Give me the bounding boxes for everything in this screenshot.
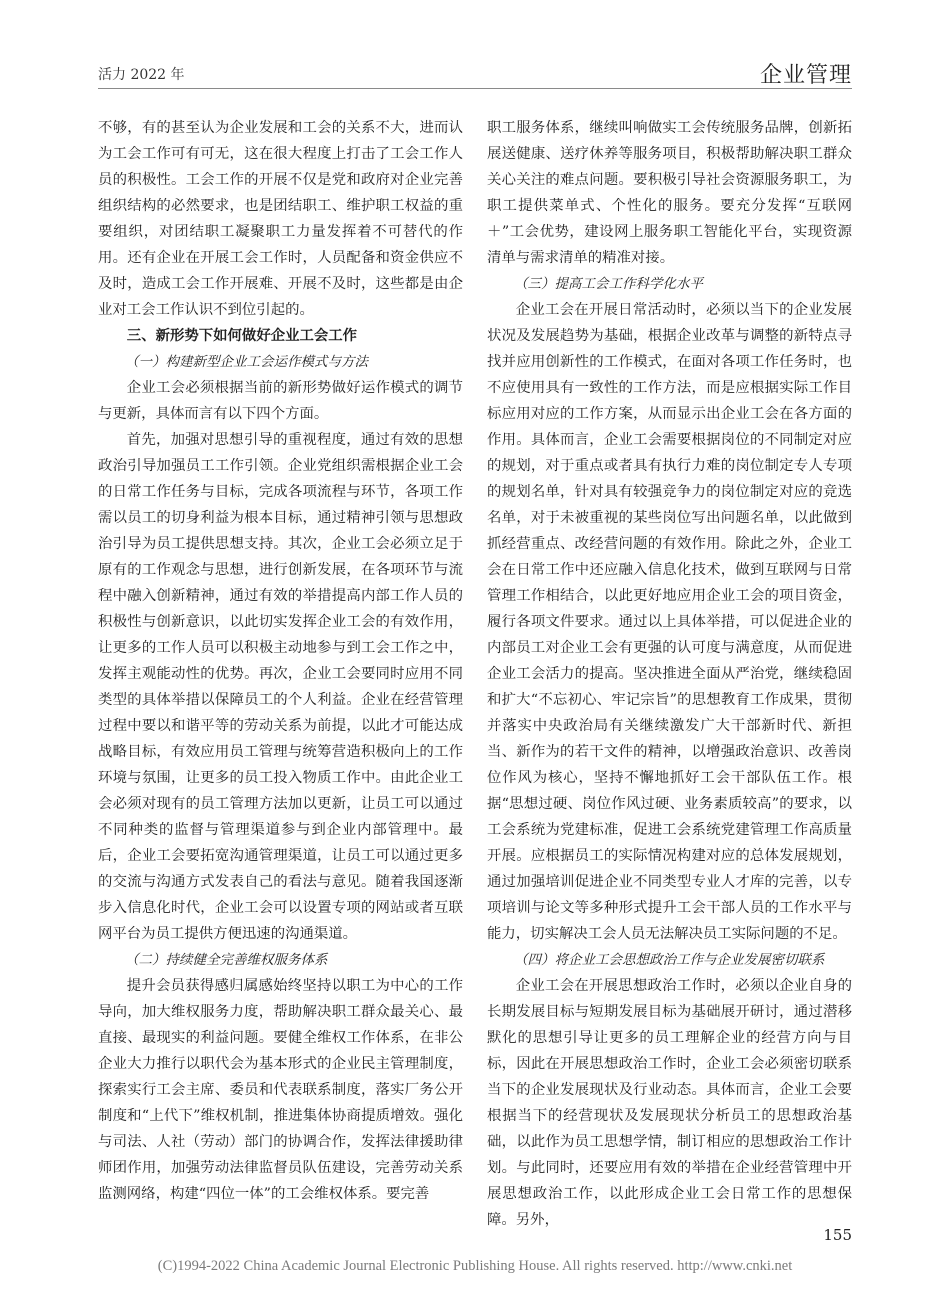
header-rule (98, 88, 852, 89)
subsection-heading: （四）将企业工会思想政治工作与企业发展密切联系 (514, 952, 825, 968)
paragraph: 企业工会在开展思想政治工作时，必须以企业自身的长期发展目标与短期发展目标为基础展开研讨，通过潜移默化的思想引导让更多的员工理解企业的经营方向与目标，因此在开展思想政治工作时，企业工会必须密切联系当下的企业发展现状及行业动态。具体而言，企业工会要根据当下的经营现状及发展现状分析员工的思想政治基础，以此作为员工思想学情，制订相应的思想政治工作计划。与此同时，还要应用有效的举措在企业经营管理中开展思想政治工作，以此形成企业工会日常工作的思想保障。另外， (487, 978, 852, 1228)
paragraph: 企业工会必须根据当前的新形势做好运作模式的调节与更新，具体而言有以下四个方面。 (98, 380, 463, 422)
right-column (487, 115, 852, 1233)
copyright-footer: (C)1994-2022 China Academic Journal Electronic Publishing House. All rights reserved. http://www.cnki.net (157, 1258, 793, 1274)
page-number: 155 (823, 1226, 852, 1244)
subsection-heading: （二）持续健全完善维权服务体系 (125, 952, 328, 968)
paragraph: 首先，加强对思想引导的重视程度，通过有效的思想政治引导加强员工工作引领。企业党组织需根据企业工会的日常工作任务与目标，完成各项流程与环节，各项工作需以员工的切身利益为根本目标，通过精神引领与思想政治引导为员工提供思想支持。其次，企业工会必须立足于原有的工作观念与思想，进行创新发展，在各项环节与流程中融入创新精神，通过有效的举措提高内部工作人员的积极性与创新意识，以此切实发挥企业工会的有效作用，让更多的工作人员可以积极主动地参与到工会工作之中，发挥主观能动性的优势。再次，企业工会要同时应用不同类型的具体举措以保障员工的个人利益。企业在经营管理过程中要以和谐平等的劳动关系为前提，以此才可能达成战略目标，有效应用员工管理与统筹营造积极向上的工作环境与氛围，让更多的员工投入物质工作中。由此企业工会必须对现有的员工管理方法加以更新，让员工可以通过不同种类的监督与管理渠道参与到企业内部管理中。最后，企业工会要拓宽沟通管理渠道，让员工可以通过更多的交流与沟通方式发表自己的看法与意见。随着我国逐渐步入信息化时代，企业工会可以设置专项的网站或者互联网平台为员工提供方便迅速的沟通渠道。 (98, 432, 463, 942)
section-heading: 三、新形势下如何做好企业工会工作 (126, 328, 358, 344)
paragraph: 不够，有的甚至认为企业发展和工会的关系不大，进而认为工会工作可有可无，这在很大程度上打击了工会工作人员的积极性。工会工作的开展不仅是党和政府对企业完善组织结构的必然要求，也是团结职工、维护职工权益的重要组织，对团结职工凝聚职工力量发挥着不可替代的作用。还有企业在开展工会工作时，人员配备和资金供应不及时，造成工会工作开展难、开展不及时，这些都是由企业对工会工作认识不到位引起的。 (98, 120, 463, 318)
paragraph: 职工服务体系，继续叫响做实工会传统服务品牌，创新拓展送健康、送疗休养等服务项目，积极帮助解决职工群众关心关注的难点问题。要积极引导社会资源服务职工，为职工提供菜单式、个性化的服务。要充分发挥“互联网＋”工会优势，建设网上服务职工智能化平台，实现资源清单与需求清单的精准对接。 (487, 120, 852, 266)
subsection-heading: （三）提高工会工作科学化水平 (514, 276, 703, 292)
paragraph: 企业工会在开展日常活动时，必须以当下的企业发展状况及发展趋势为基础，根据企业改革与调整的新特点寻找并应用创新性的工作模式，在面对各项工作任务时，也不应使用具有一致性的工作方法，而是应根据实际工作目标应用对应的工作方案，从而显示出企业工会在各方面的作用。具体而言，企业工会需要根据岗位的不同制定对应的规划，对于重点或者具有执行力难的岗位制定专人专项的规划名单，针对具有较强竞争力的岗位制定对应的竞选名单，对于未被重视的某些岗位写出问题名单，以此做到抓经营重点、改经营问题的有效作用。除此之外，企业工会在日常工作中还应融入信息化技术，做到互联网与日常管理工作相结合，以此更好地应用企业工会的项目资金，履行各项文件要求。通过以上具体举措，可以促进企业的内部员工对企业工会有更强的认可度与满意度，从而促进企业工会活力的提高。坚决推进全面从严治党，继续稳固和扩大“不忘初心、牢记宗旨”的思想教育工作成果，贯彻并落实中央政治局有关继续激发广大干部新时代、新担当、新作为的若干文件的精神，以增强政治意识、改善岗位作风为核心，坚持不懈地抓好工会干部队伍工作。根据“思想过硬、岗位作风过硬、业务素质较高”的要求，以工会系统为党建标准，促进工会系统党建管理工作高质量开展。应根据员工的实际情况构建对应的总体发展规划，通过加强培训促进企业不同类型专业人才库的完善，以专项培训与论文等多种形式提升工会干部人员的工作水平与能力，切实解决工会人员无法解决员工实际问题的不足。 (487, 302, 852, 942)
left-column (98, 115, 463, 1207)
subsection-heading: （一）构建新型企业工会运作模式与方法 (125, 354, 368, 370)
paragraph: 提升会员获得感归属感始终坚持以职工为中心的工作导向，加大维权服务力度，帮助解决职工群众最关心、最直接、最现实的利益问题。要健全维权工作体系，在非公企业大力推行以职代会为基本形式的企业民主管理制度，探索实行工会主席、委员和代表联系制度，落实厂务公开制度和“上代下”维权机制，推进集体协商提质增效。强化与司法、人社（劳动）部门的协调合作，发挥法律援助律师团作用，加强劳动法律监督员队伍建设，完善劳动关系监测网络，构建“四位一体”的工会维权体系。要完善 (98, 978, 463, 1202)
section-header: 企业管理 (759, 63, 852, 88)
journal-header: 活力 2022 年 (98, 67, 185, 83)
